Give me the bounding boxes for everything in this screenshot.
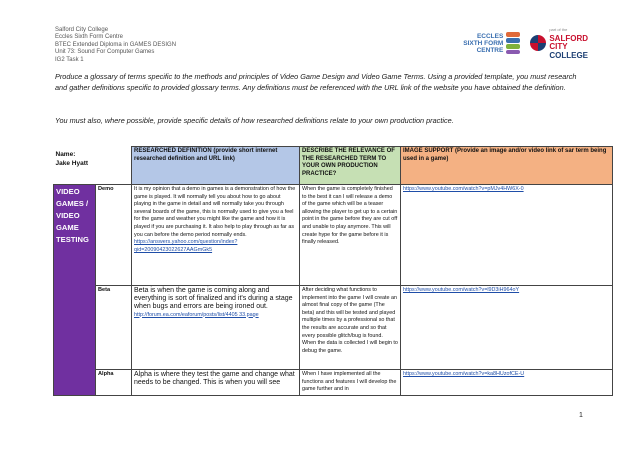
header-image-support: IMAGE SUPPORT (Provide an image and/or video link of sar term being used in a game): [401, 147, 613, 185]
term-cell: Demo: [96, 185, 132, 286]
header-line: BTEC Extended Diploma in GAMES DESIGN: [55, 41, 177, 48]
task-instructions-extra: You must also, where possible, provide specific details of how researched definitions relate to your own production practice.: [55, 116, 454, 125]
header-line: Salford City College: [55, 27, 109, 33]
definition-cell: [132, 185, 300, 286]
relevance-cell: After deciding what functions to implement into the game I will create an almost final copy of the game (The beta) and this will be tested and played multiple times by a professional so that the results are accurate and so that every possible glitch/bug is found. When the data is collected I will begin to debug the game.: [300, 286, 401, 370]
college-logos: [463, 26, 588, 60]
video-link[interactable]: https://www.youtube.com/watch?v=l9D3iH964oY: [403, 287, 520, 293]
relevance-cell: When I have implemented all the functions and features I will develop the game further and in: [300, 370, 401, 396]
definition-text: Beta is when the game is coming along and everything is sort of finalized and it's during a stage when bugs and errors are being ironed out.: [134, 287, 293, 311]
definition-text: Alpha is where they test the game and change what needs to be changed. This is when you will see: [134, 371, 295, 387]
image-support-cell: [401, 286, 613, 370]
table-header-row: [54, 147, 613, 185]
relevance-cell: When the game is completely finished to the best it can I will release a demo of the game which will be a teaser allowing the player to get up to a certain point in the game before they are cut off and unable to play anymore. This will create hype for the game before it is finally released.: [300, 185, 401, 286]
video-link[interactable]: https://www.youtube.com/watch?v=pMJv4HW6X-0: [403, 186, 524, 192]
header-relevance: DESCRIBE THE RELEVANCE OF THE RESEARCHED TERM TO YOUR OWN PRODUCTION PRACTICE?: [300, 147, 401, 185]
eccles-mark-icon: [506, 32, 520, 54]
definition-cell: [132, 370, 300, 396]
header-line: Unit 73: Sound For Computer Games: [55, 49, 155, 56]
name-cell: [54, 147, 132, 185]
salford-mark-icon: [530, 35, 546, 51]
name-label: Name:: [55, 150, 76, 158]
salford-city-college-logo: part of the SALFORD CITY COLLEGE: [530, 26, 588, 60]
eccles-sixth-form-logo: ECCLES SIXTH FORM CENTRE: [463, 32, 520, 54]
definition-link[interactable]: http://forum.ea.com/eaforum/posts/list/4405 33.page: [134, 311, 259, 318]
table-row: [54, 286, 613, 370]
table-row: [54, 185, 613, 286]
definition-text: It is my opinion that a demo in games is a demonstration of how the game is played. It will normally tell you about how to go about playing in the game in detail and will normally take you through several boards of the game, this is normally used to give you a feel for the game and weather you might like the game and how it is played if you are purchasing it. It also help to play through as far as you can before the demo period normally ends.: [134, 186, 296, 238]
table-row: [54, 370, 613, 396]
image-support-cell: [401, 185, 613, 286]
task-instructions: Produce a glossary of terms specific to the methods and principles of Video Game Design and Video Game Terms. Using a provided template, you must research and gather definitions specific to provided glossary terms. Any definitions must be referenced with the URL link of the website you have obtained the definition.: [55, 72, 577, 92]
definition-link[interactable]: https://answers.yahoo.com/question/index?qid=20090423022627AAGmGk5: [134, 239, 238, 253]
header-line: Eccles Sixth Form Centre: [55, 34, 124, 41]
header-definition: RESEARCHED DEFINITION (provide short internet researched definition and URL link): [132, 147, 300, 185]
document-header: [55, 27, 176, 64]
definition-cell: [132, 286, 300, 370]
term-cell: Beta: [96, 286, 132, 370]
header-line: IG2 Task 1: [55, 56, 84, 63]
image-support-cell: [401, 370, 613, 396]
term-cell: Alpha: [96, 370, 132, 396]
student-name: Jake Hyatt: [55, 159, 89, 167]
glossary-table: [53, 146, 613, 396]
video-link[interactable]: https://www.youtube.com/watch?v=ka8HUzofCE-U: [403, 371, 525, 377]
category-cell: VIDEO GAMES / VIDEO GAME TESTING: [54, 185, 96, 396]
page-number: 1: [579, 412, 583, 419]
